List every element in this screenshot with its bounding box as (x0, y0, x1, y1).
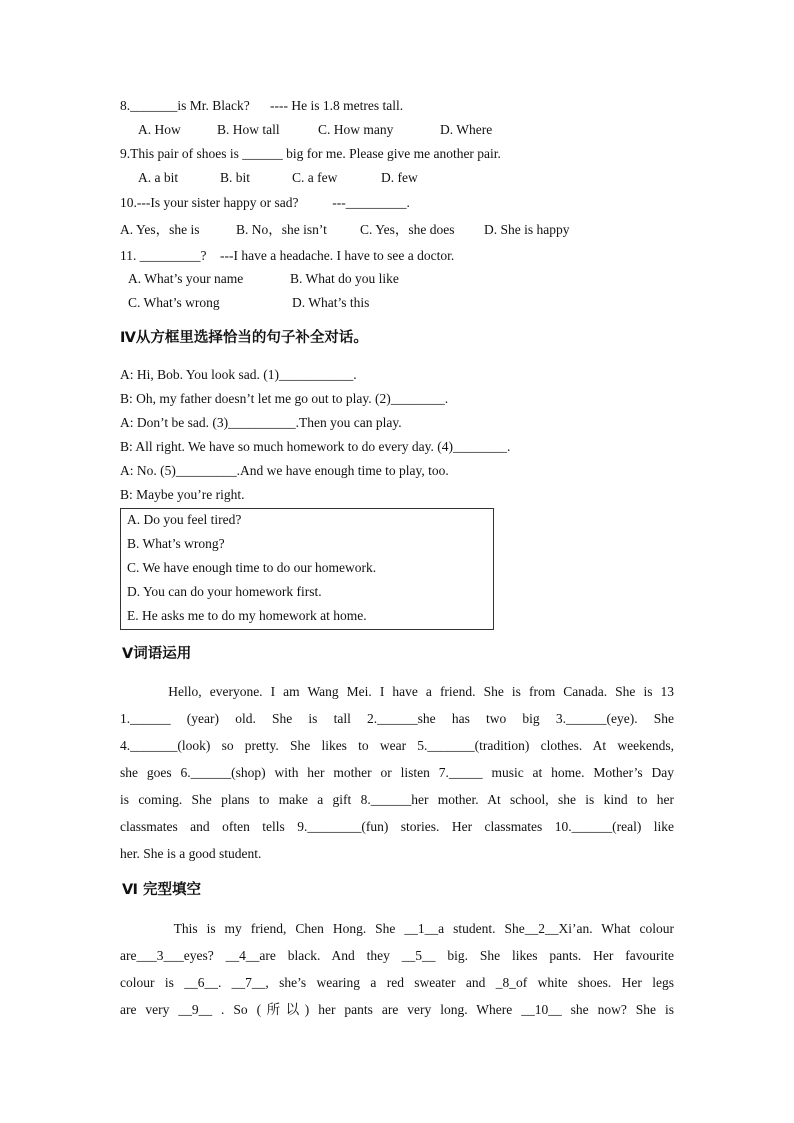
section-6-line-3: colour is __6__. __7__, she’s wearing a red sweater and _8_of white shoes. Her legs (120, 975, 674, 990)
q11-option-c: C. What’s wrong (128, 295, 220, 310)
q10-option-d: D. She is happy (484, 222, 570, 237)
section-5-line-5: is coming. She plans to make a gift 8.______her mother. At school, she is kind to her (120, 792, 674, 807)
section-5-line-1: Hello, everyone. I am Wang Mei. I have a friend. She is from Canada. She is 13 (120, 684, 674, 699)
dialogue-line-5: A: No. (5)_________.And we have enough time to play, too. (120, 463, 449, 478)
section-6-heading: Ⅵ 完型填空 (122, 882, 201, 898)
q10-option-b: B. No，she isn’t (236, 222, 327, 237)
section-5-line-3: 4._______(look) so pretty. She likes to wear 5._______(tradition) clothes. At weekends, (120, 738, 674, 753)
section-6-line-4: are very __9__ . So (所以) her pants are very long. Where __10__ she now? She is (120, 1002, 674, 1017)
box-choice-e: E. He asks me to do my homework at home. (127, 608, 367, 623)
q11-option-b: B. What do you like (290, 271, 399, 286)
box-choice-c: C. We have enough time to do our homework. (127, 560, 377, 575)
q10-option-c: C. Yes，she does (360, 222, 455, 237)
q9-option-d: D. few (381, 170, 418, 185)
answer-choices-box (120, 508, 494, 630)
section-6-line-1: This is my friend, Chen Hong. She __1__a student. She__2__Xi’an. What colour (120, 921, 674, 936)
q9-option-c: C. a few (292, 170, 338, 185)
section-6-line-2: are___3___eyes? __4__are black. And they __5__ big. She likes pants. Her favourite (120, 948, 674, 963)
q8-option-b: B. How tall (217, 122, 280, 137)
dialogue-line-3: A: Don’t be sad. (3)__________.Then you can play. (120, 415, 402, 430)
box-choice-d: D. You can do your homework first. (127, 584, 322, 599)
q8-option-a: A. How (138, 122, 181, 137)
box-choice-b: B. What’s wrong? (127, 536, 225, 551)
q11-option-a: A. What’s your name (128, 271, 244, 286)
question-10: 10.---Is your sister happy or sad? ---_________. (120, 195, 410, 210)
box-choice-a: A. Do you feel tired? (127, 512, 242, 527)
q9-option-b: B. bit (220, 170, 251, 185)
section-5-heading: Ⅴ词语运用 (122, 646, 192, 662)
q9-option-a: A. a bit (138, 170, 179, 185)
q8-option-c: C. How many (318, 122, 394, 137)
dialogue-line-1: A: Hi, Bob. You look sad. (1)___________. (120, 367, 357, 382)
dialogue-line-2: B: Oh, my father doesn’t let me go out to play. (2)________. (120, 391, 449, 406)
section-5-line-2: 1.______ (year) old. She is tall 2.______she has two big 3.______(eye). She (120, 711, 674, 726)
q11-option-d: D. What’s this (292, 295, 370, 310)
question-9: 9.This pair of shoes is ______ big for me. Please give me another pair. (120, 146, 501, 161)
section-5-line-6: classmates and often tells 9.________(fun) stories. Her classmates 10.______(real) like (120, 819, 674, 834)
section-5-line-4: she goes 6.______(shop) with her mother or listen 7._____ music at home. Mother’s Day (120, 765, 674, 780)
dialogue-line-4: B: All right. We have so much homework to do every day. (4)________. (120, 439, 511, 454)
q10-option-a: A. Yes，she is (120, 222, 200, 237)
section-5-line-7: her. She is a good student. (120, 846, 262, 861)
dialogue-line-6: B: Maybe you’re right. (120, 487, 245, 502)
question-8: 8._______is Mr. Black? ---- He is 1.8 metres tall. (120, 98, 404, 113)
section-4-heading: Ⅳ从方框里选择恰当的句子补全对话。 (120, 330, 368, 346)
question-11: 11. _________? ---I have a headache. I have to see a doctor. (120, 248, 455, 263)
q8-option-d: D. Where (440, 122, 493, 137)
